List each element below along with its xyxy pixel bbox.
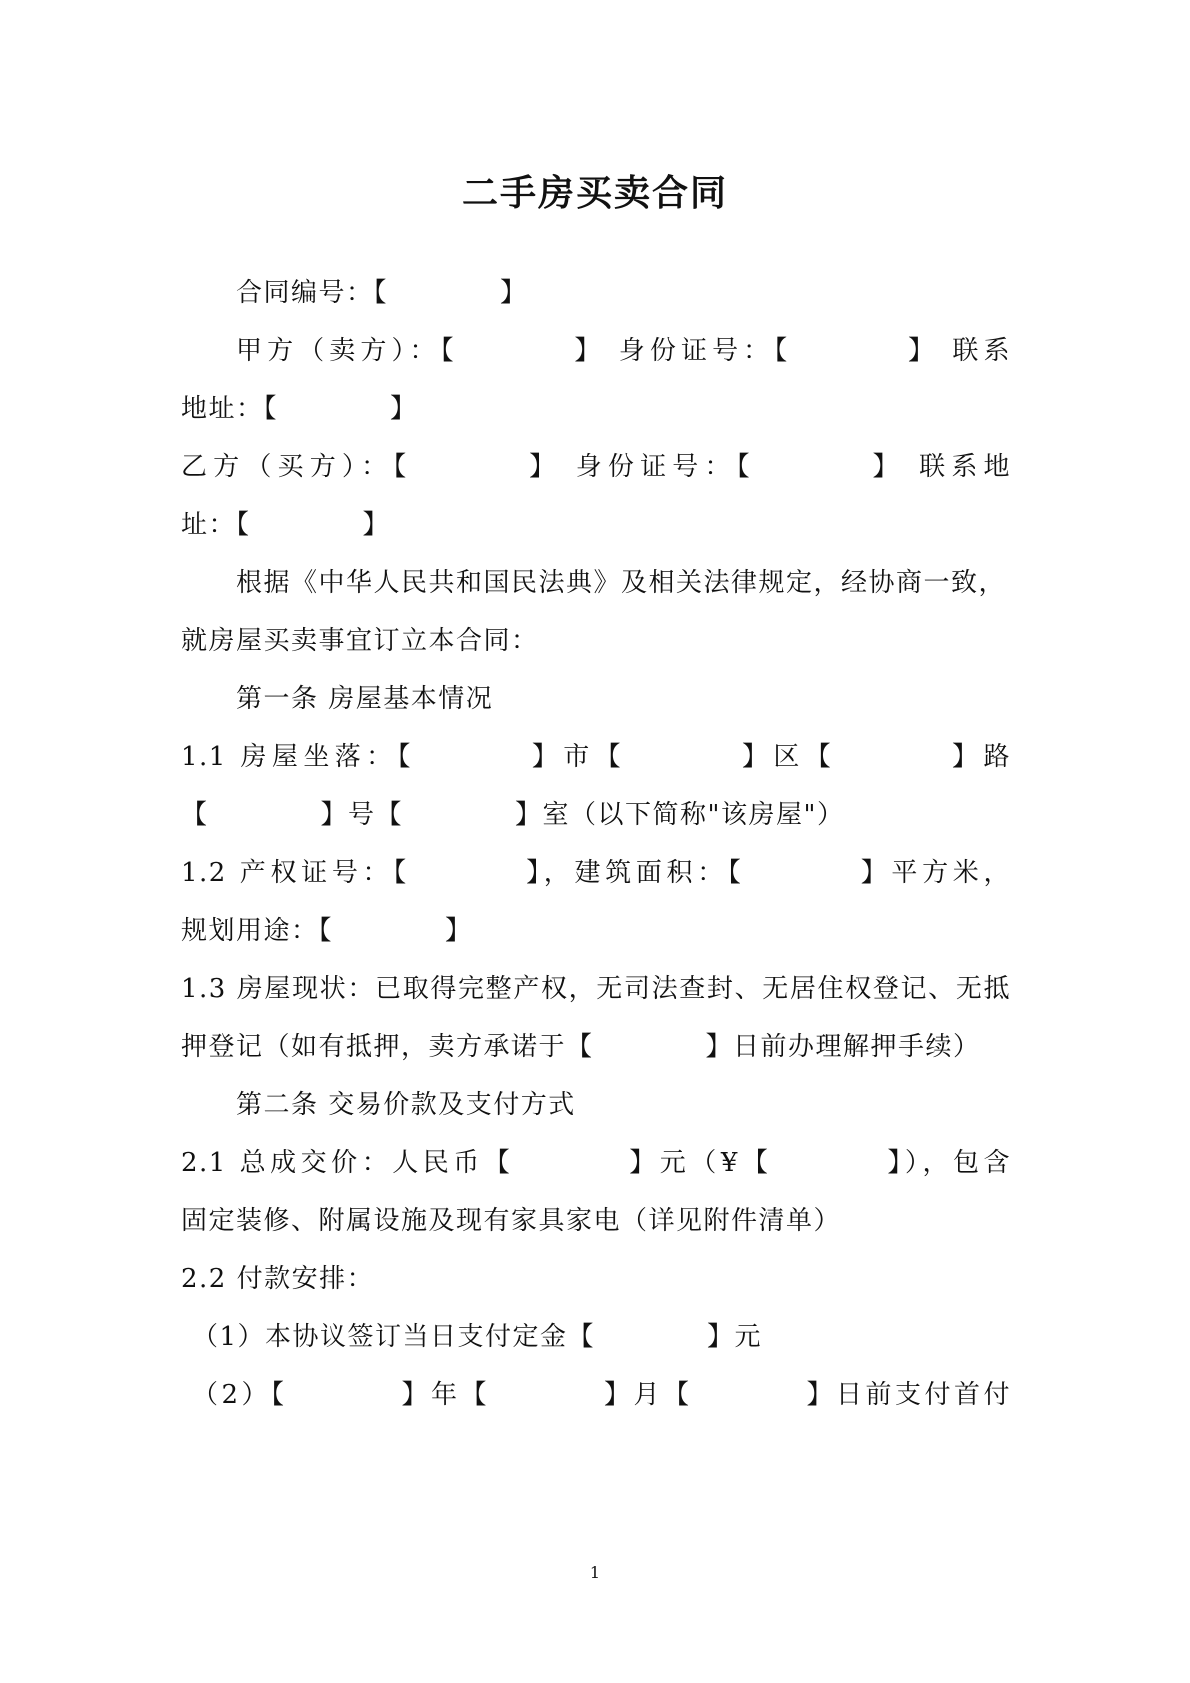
seller-address-label: 地址：【	[181, 394, 279, 424]
clause-1-2-line-2: 规划用途：【 】	[181, 916, 473, 946]
preamble-line-2: 就房屋买卖事宜订立本合同：	[181, 626, 539, 656]
article-1-heading: 第一条 房屋基本情况	[236, 684, 494, 714]
preamble-line-1: 根据《中华人民共和国民法典》及相关法律规定，经协商一致，	[236, 568, 1007, 598]
seller-address-line: 地址：【 】	[181, 394, 418, 424]
clause-1-3-line-2: 押登记（如有抵押，卖方承诺于【 】日前办理解押手续）	[181, 1032, 981, 1062]
clause-2-1-line-1: 2.1 总成交价：人民币【 】元（¥【 】），包含	[181, 1148, 1011, 1178]
buyer-label: 乙方（买方）：【	[181, 452, 413, 482]
buyer-address-label: 址：【	[181, 510, 251, 540]
clause-2-1-line-2: 固定装修、附属设施及现有家具家电（详见附件清单）	[181, 1206, 842, 1236]
payment-item-2: （2）【 】年【 】月【 】日前支付首付	[192, 1380, 1011, 1410]
clause-1-2-line-1: 1.2 产权证号：【 】，建筑面积：【 】平方米，	[181, 858, 1011, 888]
contract-number-line: 合同编号：【 】	[236, 278, 528, 308]
clause-1-3-line-1: 1.3 房屋现状：已取得完整产权，无司法查封、无居住权登记、无抵	[181, 974, 1011, 1004]
payment-item-1: （1）本协议签订当日支付定金【 】元	[192, 1322, 763, 1352]
seller-label: 甲方（卖方）：【	[236, 336, 459, 366]
buyer-line: 乙方（买方）：【 】 身份证号：【 】 联系地	[181, 452, 1012, 482]
page-number: 1	[589, 1563, 601, 1582]
clause-1-1-line-2: 【 】号【 】室（以下简称"该房屋"）	[181, 800, 845, 830]
contract-number-label: 合同编号：【	[236, 278, 389, 308]
seller-line: 甲方（卖方）：【 】 身份证号：【 】 联系	[236, 336, 1011, 366]
seller-id-label: 】 身份证号：【	[570, 336, 793, 366]
buyer-address-line: 址：【 】	[181, 510, 391, 540]
article-2-heading: 第二条 交易价款及支付方式	[236, 1090, 576, 1120]
clause-2-2-heading: 2.2 付款安排：	[181, 1264, 375, 1294]
buyer-id-label: 】 身份证号：【	[524, 452, 756, 482]
document-title: 二手房买卖合同	[461, 172, 728, 214]
clause-1-1-line-1: 1.1 房屋坐落：【 】市【 】区【 】路	[181, 742, 1011, 772]
